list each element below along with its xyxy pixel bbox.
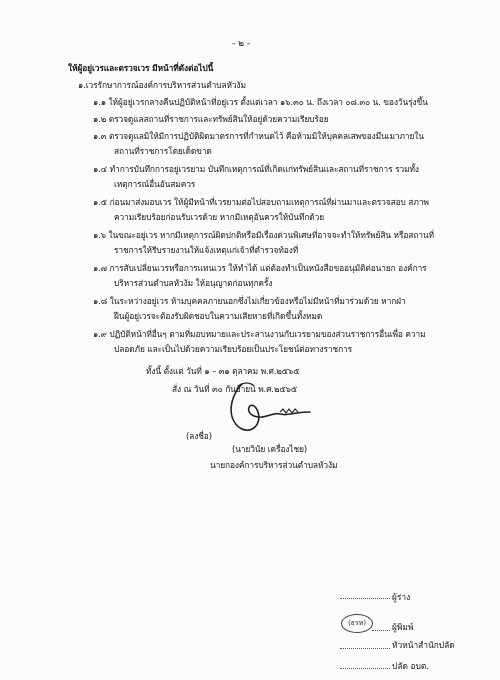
handwritten-signature (224, 378, 314, 436)
typist-line (372, 630, 390, 631)
item-8-line-2: ฝืนผู้อยู่เวรจะต้องรับผิดชอบในความเสียหายที่เกิดขึ้นทั้งหมด (114, 311, 323, 321)
item-5-line-1: ๑.๕ ก่อนมาส่งมอบเวร ให้ผู้มีหน้าที่เวรยามต่อไปสอบถามเหตุการณ์ที่ผ่านมาและตรวจสอบ สภาพ (93, 197, 429, 207)
item-5-line-2: ความเรียบร้อยก่อนรับเวรด้วย หากมีเหตุอันควรให้บันทึกด้วย (114, 212, 325, 222)
drafter-label: ผู้ร่าง (392, 592, 411, 602)
item-7-line-1: ๑.๗ การสับเปลี่ยนเวรหรือการแทนเวร ให้ทำได้ แต่ต้องทำเป็นหนังสือขออนุมัติต่อนายก องค์การ (93, 263, 427, 273)
initials-stamp: (ธรท) (341, 614, 373, 633)
typist-label: ผู้พิมพ์ (392, 622, 414, 632)
item-9-line-1: ๑.๙ ปฏิบัติหน้าที่อื่นๆ ตามที่มอบหมายและประสานงานกับเวรยามของส่วนราชการอื่นเพื่อ ความ (93, 329, 426, 339)
item-1-line-1: ๑.๑ ให้ผู้อยู่เวรกลางคืนปฏิบัติหน้าที่อยู่เวร ตั้งแต่เวลา ๑๖.๓๐ น. ถึงเวลา ๐๘.๓๐ น. ของวันรุ่งขึ้น (93, 97, 428, 107)
signer-name: (นายวินัย เครื่องไชย) (232, 444, 308, 454)
item-6-line-1: ๑.๖ ในขณะอยู่เวร หากมีเหตุการณ์ผิดปกติหรือมีเรื่องด่วนพิเศษที่อาจจะทำให้ทรัพย์สิน หรือสถานที่ (93, 230, 434, 240)
deputy-line (340, 668, 390, 669)
section-title: ๑.เวรรักษาการณ์องค์การบริหารส่วนตำบลหัวงัม (78, 80, 246, 90)
drafter-line (340, 598, 390, 599)
office-head-line (340, 648, 390, 649)
signed-label: (ลงชื่อ) (186, 431, 212, 441)
item-2-line-1: ๑.๒ ตรวจดูแลสถานที่ราชการและทรัพย์สินให้อยู่ด้วยความเรียบร้อย (93, 114, 329, 124)
item-3-line-1: ๑.๓ ตรวจดูแลมิให้มีการปฏิบัติผิดมาตรการที่กำหนดไว้ คือห้ามมิให้บุคคลเสพของมึนเมาภายใน (93, 131, 424, 141)
deputy-label: ปลัด อบต. (392, 661, 429, 671)
item-6-line-2: ราชการให้รีบรายงานให้แจ้งเหตุแก่เจ้าที่ตำรวจท้องที่ (114, 245, 299, 255)
item-8-line-1: ๑.๘ ในระหว่างอยู่เวร ห้ามบุคคลภายนอกซึ่งไม่เกี่ยวข้องหรือไม่มีหน้าที่มาร่วมด้วย หากฝ่า (93, 296, 406, 306)
effective-date-line: ทั้งนี้ ตั้งแต่ วันที่ ๑ – ๓๑ ตุลาคม พ.ศ.๒๕๖๕ (146, 366, 300, 376)
item-4-line-2: เหตุการณ์อื่นอันสมควร (114, 179, 196, 189)
item-7-line-2: บริหารส่วนตำบลหัวงัม ให้อนุญาตก่อนทุกครั้ง (114, 278, 273, 288)
page-number: - ๒ - (232, 39, 251, 49)
ordered-date-line: สั่ง ณ วันที่ ๓๐ กันยายน พ.ศ.๒๕๖๕ (172, 384, 298, 394)
item-4-line-1: ๑.๔ ทำการบันทึกการอยู่เวรยาม บันทึกเหตุการณ์ที่เกิดแก่ทรัพย์สินและสถานที่ราชการ รวมทั้ง (93, 164, 419, 174)
office-head-label: หัวหน้าสำนักปลัด (392, 640, 455, 650)
item-3-line-2: สถานที่ราชการโดยเด็ดขาด (114, 146, 212, 156)
signer-position: นายกองค์การบริหารส่วนตำบลหัวงัม (210, 460, 338, 470)
item-9-line-2: ปลอดภัย และเป็นไปด้วยความเรียบร้อยเป็นประโยชน์ต่อทางราชการ (114, 344, 353, 354)
document-heading: ให้ผู้อยู่เวรและตรวจเวร มีหน้าที่ดังต่อไปนี้ (68, 63, 214, 73)
